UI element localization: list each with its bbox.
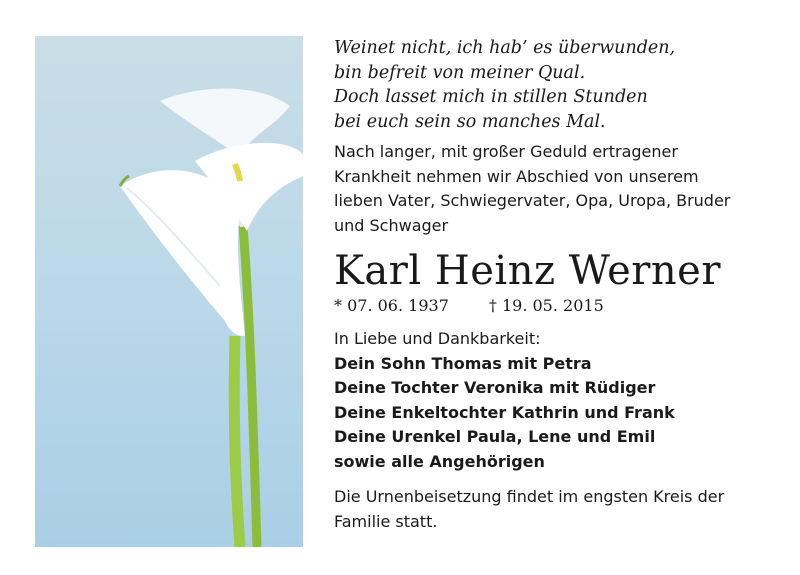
mourner-line: Deine Urenkel Paula, Lene und Emil	[334, 427, 656, 446]
mourners-heading: In Liebe und Dankbarkeit:	[334, 329, 541, 348]
intro-line: lieben Vater, Schwiegervater, Opa, Uropa, Bruder	[334, 191, 731, 210]
obituary-text	[334, 36, 774, 534]
mourners-list	[334, 327, 774, 474]
birth-date: * 07. 06. 1937	[334, 296, 449, 315]
life-dates	[334, 295, 774, 317]
death-date: † 19. 05. 2015	[488, 296, 604, 315]
funeral-note	[334, 485, 774, 534]
poem-line: bin befreit von meiner Qual.	[334, 62, 586, 83]
poem	[334, 36, 774, 134]
intro-line: Nach langer, mit großer Geduld ertragener	[334, 142, 678, 161]
intro-line: und Schwager	[334, 215, 449, 235]
mourner-line: sowie alle Angehörigen	[334, 451, 545, 471]
note-line: Familie statt.	[334, 511, 438, 531]
mourner-line: Deine Enkeltochter Kathrin und Frank	[334, 402, 675, 422]
poem-line: Doch lasset mich in stillen Stunden	[334, 87, 648, 107]
note-line: Die Urnenbeisetzung findet im engsten Kreis der	[334, 487, 725, 506]
mourner-line: Deine Tochter Veronika mit Rüdiger	[334, 378, 656, 397]
poem-line: Weinet nicht, ich hab’ es überwunden,	[334, 38, 676, 58]
deceased-name: Karl Heinz Werner	[334, 248, 721, 294]
poem-line: bei euch sein so manches Mal.	[334, 111, 606, 132]
intro-text	[334, 140, 774, 238]
calla-lily-icon	[35, 36, 303, 547]
mourner-line: Dein Sohn Thomas mit Petra	[334, 353, 592, 373]
intro-line: Krankheit nehmen wir Abschied von unserem	[334, 166, 699, 186]
calla-lily-photo	[35, 36, 303, 547]
